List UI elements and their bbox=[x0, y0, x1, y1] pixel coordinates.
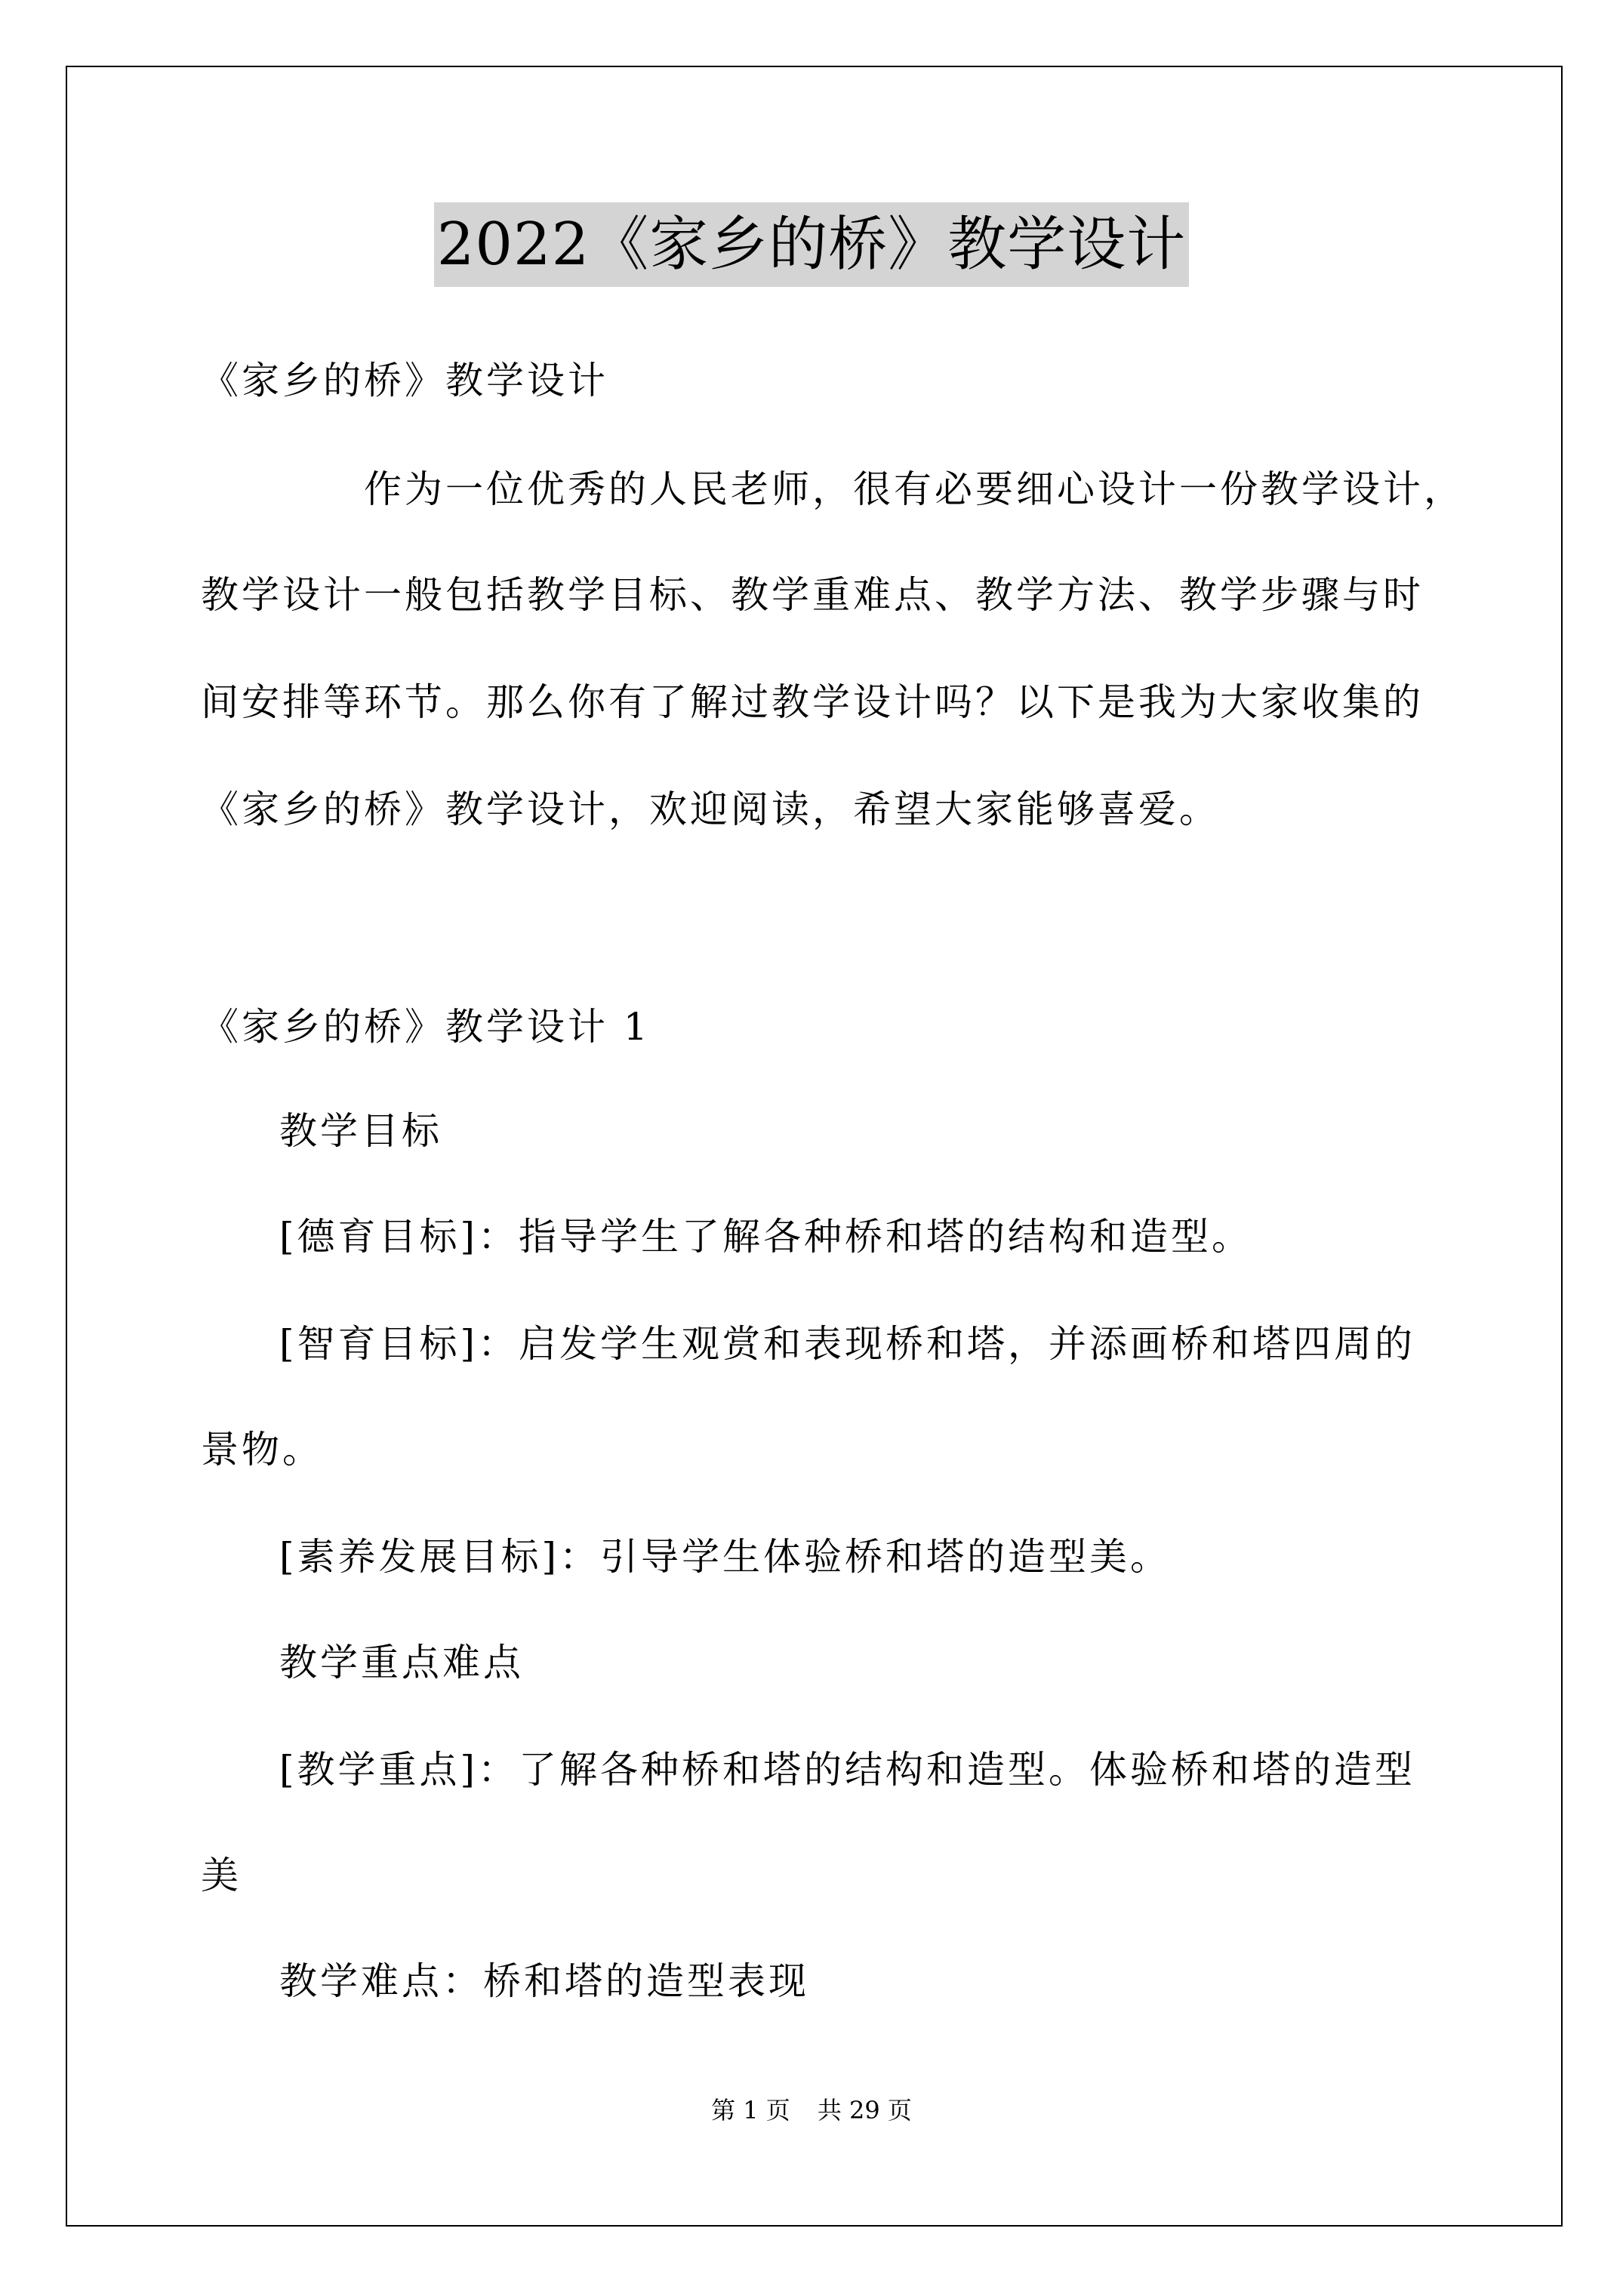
paragraph-line: [德育目标]：指导学生了解各种桥和塔的结构和造型。 bbox=[279, 1215, 1253, 1259]
paragraph-line: 《家乡的桥》教学设计，欢迎阅读，希望大家能够喜爱。 bbox=[201, 787, 1220, 831]
page-total: 共 29 页 bbox=[817, 2096, 912, 2125]
subheading: 教学重点难点 bbox=[279, 1641, 524, 1684]
subtitle-line: 《家乡的桥》教学设计 bbox=[201, 359, 608, 402]
paragraph-line: 教学设计一般包括教学目标、教学重难点、教学方法、教学步骤与时 bbox=[201, 573, 1424, 617]
document-title: 2022《家乡的桥》教学设计 bbox=[434, 202, 1190, 287]
paragraph-line: [教学重点]：了解各种桥和塔的结构和造型。体验桥和塔的造型 bbox=[279, 1748, 1416, 1792]
section-heading: 《家乡的桥》教学设计 1 bbox=[201, 1005, 651, 1049]
paragraph-line: [素养发展目标]：引导学生体验桥和塔的造型美。 bbox=[279, 1535, 1172, 1579]
paragraph-line: 景物。 bbox=[201, 1428, 323, 1472]
subheading: 教学目标 bbox=[279, 1109, 442, 1153]
paragraph-line: 作为一位优秀的人民老师，很有必要细心设计一份教学设计， bbox=[364, 467, 1464, 511]
paragraph-line: 美 bbox=[201, 1854, 242, 1897]
title-container bbox=[0, 202, 1623, 287]
page-footer bbox=[0, 2095, 1623, 2125]
paragraph-line: 教学难点：桥和塔的造型表现 bbox=[279, 1959, 809, 2003]
page-number: 第 1 页 bbox=[711, 2096, 790, 2125]
paragraph-line: [智育目标]：启发学生观赏和表现桥和塔，并添画桥和塔四周的 bbox=[279, 1322, 1416, 1366]
paragraph-line: 间安排等环节。那么你有了解过教学设计吗？以下是我为大家收集的 bbox=[201, 680, 1424, 724]
